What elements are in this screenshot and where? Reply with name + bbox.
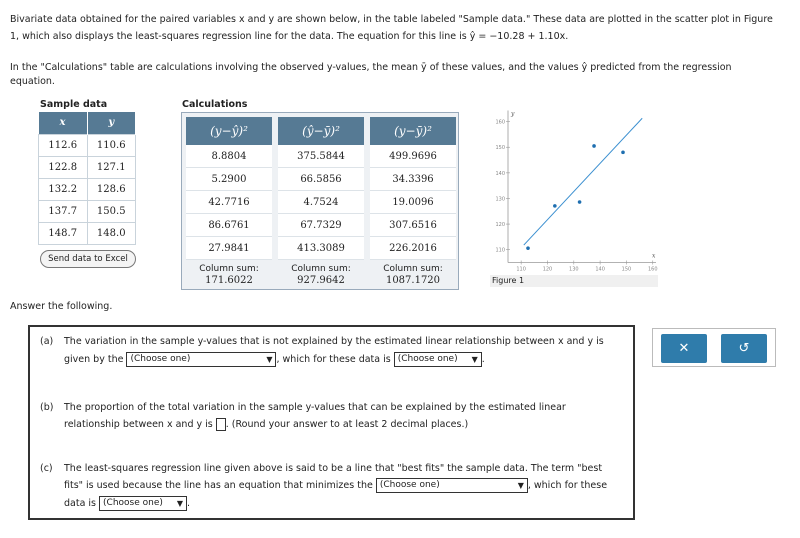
table-row	[39, 178, 136, 200]
x-tick-label: 160	[647, 266, 658, 273]
question-c-text-2: fits" is used because the line has an equation that minimizes the	[64, 480, 373, 491]
y-tick-label: 140	[495, 170, 505, 177]
sample-cell: 150.5	[87, 200, 136, 222]
calc-sum-label: Column sum:	[291, 264, 351, 274]
calc-header: (y−ŷ)²	[186, 117, 272, 145]
answer-tools-panel	[652, 328, 776, 367]
sample-cell: 148.0	[87, 222, 136, 244]
scatter-plot	[482, 100, 660, 288]
calculations-title: Calculations	[182, 99, 248, 110]
calc-column-2	[278, 117, 364, 286]
dropdown-value: (Choose one)	[397, 354, 458, 364]
calc-sum-value: 927.9642	[297, 275, 345, 286]
calc-sum	[278, 260, 364, 286]
calc-sum	[186, 260, 272, 286]
calc-cell: 499.9696	[370, 145, 456, 168]
proportion-answer-input[interactable]	[216, 418, 226, 431]
x-tick-label: 120	[542, 266, 553, 273]
calc-sum-label: Column sum:	[199, 264, 259, 274]
table-row	[39, 200, 136, 222]
calc-cell: 67.7329	[278, 214, 364, 237]
question-b-label: (b)	[40, 402, 54, 413]
intro-line-2: 1, which also displays the least-squares regression line for the data. The equation for this line is ŷ = −10.28 + 1.10x.	[10, 31, 569, 42]
figure-caption: Figure 1	[490, 275, 658, 287]
send-to-excel-button[interactable]: Send data to Excel	[40, 250, 136, 268]
calc-column-1	[186, 117, 272, 286]
calc-cell: 34.3396	[370, 168, 456, 191]
y-axis-label: y	[511, 110, 515, 118]
undo-button[interactable]	[721, 334, 767, 363]
calc-cell: 42.7716	[186, 191, 272, 214]
calc-column-3	[370, 117, 456, 286]
intro-line-1: Bivariate data obtained for the paired variables x and y are shown below, in the table labeled "Sample data." These data are plotted in the scatter plot in Figure	[10, 14, 773, 25]
y-tick-label: 130	[495, 196, 505, 203]
chevron-down-icon: ▼	[517, 481, 524, 490]
calc-cell: 27.9841	[186, 237, 272, 260]
question-a-text-3: , which for these data is	[276, 354, 391, 365]
dropdown-value: (Choose one)	[130, 354, 191, 364]
calc-cell: 8.8804	[186, 145, 272, 168]
table-row	[39, 156, 136, 178]
question-a: (a) The variation in the sample y-values that is not explained by the estimated linear relationship between x and y is given by the (Choose one) ▼ , which for these data is (Choose one) ▼ .	[64, 333, 624, 368]
regression-line	[524, 118, 642, 245]
intro-calc-text	[10, 61, 780, 89]
questions-box	[28, 325, 635, 520]
question-c-dropdown-2[interactable]	[99, 496, 187, 511]
sample-cell: 148.7	[39, 222, 88, 244]
data-point	[578, 200, 582, 204]
y-tick-label: 150	[495, 145, 505, 152]
question-c-text-3: , which for these	[527, 480, 608, 491]
calc-cell: 307.6516	[370, 214, 456, 237]
chevron-down-icon: ▼	[471, 355, 478, 364]
question-a-text-1: The variation in the sample y-values that is not explained by the estimated linear relationship between x and y is	[64, 336, 604, 347]
intro-calc-line-2: equation.	[10, 76, 55, 87]
question-c-dropdown-1[interactable]	[376, 478, 528, 493]
answer-prompt: Answer the following.	[10, 301, 113, 312]
calc-header: (y−ȳ)²	[370, 117, 456, 145]
sample-data-table	[38, 112, 136, 245]
x-tick-label: 140	[595, 266, 605, 273]
calc-cell: 375.5844	[278, 145, 364, 168]
chevron-down-icon: ▼	[266, 355, 273, 364]
chevron-down-icon: ▼	[176, 499, 184, 508]
calc-header: (ŷ−ȳ)²	[278, 117, 364, 145]
calc-cell: 226.2016	[370, 237, 456, 260]
question-c-text-4: data is	[64, 498, 97, 509]
calc-cell: 4.7524	[278, 191, 364, 214]
sample-header-x: x	[39, 112, 88, 134]
data-point	[526, 246, 530, 250]
sample-data-title: Sample data	[40, 99, 108, 110]
x-tick-label: 150	[621, 266, 632, 273]
question-a-text-2: given by the	[64, 354, 124, 365]
question-b-text-2: relationship between x and y is	[64, 419, 213, 430]
sample-cell: 122.8	[39, 156, 88, 178]
x-tick-label: 130	[569, 266, 579, 273]
calc-cell: 86.6761	[186, 214, 272, 237]
question-b-text-1: The proportion of the total variation in the sample y-values that can be explained by the estimated linear	[64, 402, 566, 413]
y-tick-label: 110	[495, 247, 505, 254]
sample-cell: 110.6	[87, 134, 136, 156]
question-c-label: (c)	[40, 463, 53, 474]
sample-cell: 127.1	[87, 156, 136, 178]
calculations-table	[181, 112, 459, 290]
sample-cell: 112.6	[39, 134, 88, 156]
calc-cell: 5.2900	[186, 168, 272, 191]
undo-icon: ↺	[738, 341, 750, 356]
calc-cell: 19.0096	[370, 191, 456, 214]
clear-button[interactable]	[661, 334, 707, 363]
question-c: (c) The least-squares regression line given above is said to be a line that "best fits" the sample data. The term "best fits" is used because the line has an equation that minimizes the (Choose one) ▼ , which for these data is (Choose one) ▼ .	[64, 460, 624, 512]
sample-data-table-wrap	[38, 112, 136, 270]
sample-cell: 137.7	[39, 200, 88, 222]
table-row	[39, 222, 136, 244]
calc-sum-value: 171.6022	[205, 275, 253, 286]
data-point	[592, 144, 596, 148]
y-tick-label: 160	[495, 119, 505, 126]
calc-cell: 66.5856	[278, 168, 364, 191]
calc-sum-value: 1087.1720	[385, 275, 441, 286]
data-point	[621, 151, 625, 155]
x-axis-label: x	[652, 252, 656, 260]
x-tick-label: 110	[516, 266, 526, 273]
question-a-dropdown-2[interactable]	[394, 352, 482, 367]
sample-cell: 128.6	[87, 178, 136, 200]
data-point	[553, 204, 557, 208]
sample-cell: 132.2	[39, 178, 88, 200]
question-b	[40, 399, 624, 433]
calc-sum-label: Column sum:	[383, 264, 443, 274]
sample-header-y: y	[87, 112, 136, 134]
y-tick-label: 120	[495, 222, 505, 229]
close-icon: ✕	[678, 341, 690, 356]
dropdown-value: (Choose one)	[379, 480, 440, 490]
question-a-dropdown-1[interactable]	[126, 352, 276, 367]
question-a-label: (a)	[40, 336, 54, 347]
calc-cell: 413.3089	[278, 237, 364, 260]
calc-sum	[370, 260, 456, 286]
dropdown-value: (Choose one)	[103, 498, 163, 508]
question-b-text-3: . (Round your answer to at least 2 decimal places.)	[225, 419, 469, 430]
question-c-text-1: The least-squares regression line given above is said to be a line that "best fits" the sample data. The term "best	[64, 463, 603, 474]
intro-text	[10, 11, 790, 45]
table-row	[39, 134, 136, 156]
intro-calc-line-1: In the "Calculations" table are calculations involving the observed y-values, the mean ȳ of these values, and the values ŷ predicted from the regression	[10, 62, 732, 73]
